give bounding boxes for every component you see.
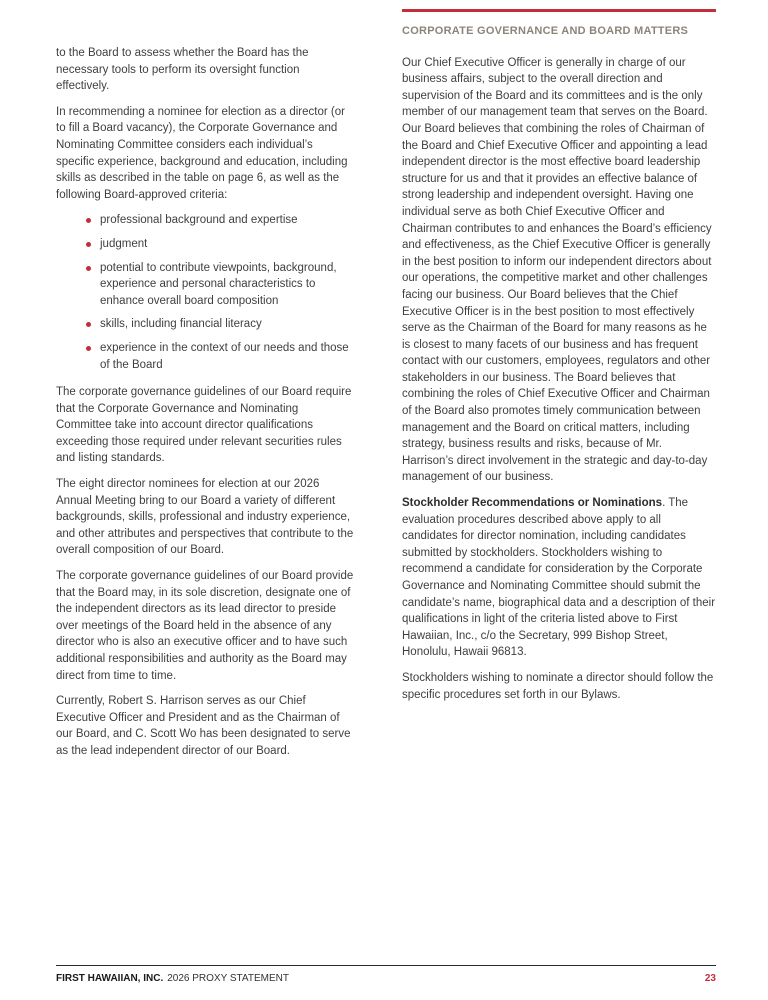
paragraph: Currently, Robert S. Harrison serves as our Chief Executive Officer and President and as the Chairman of our Board, and C. Scott Wo has been designated to serve as the lead independent director of our Board. [56, 695, 351, 757]
paragraph: The corporate governance guidelines of our Board provide that the Board may, in its sole discretion, designate one of the independent directors as its lead director to preside over meetings of the Board held in the absence of any director who is also an executive officer and to have such additional responsibilities and authority as the Board may direct from time to time. [56, 570, 354, 682]
bold-lead-text: Stockholder Recommendations or Nominations [402, 497, 663, 510]
paragraph: The corporate governance guidelines of our Board require that the Corporate Governance and Nominating Committee take into account director qualifications exceeding those required under relevant securities rules and listing standards. [56, 386, 352, 465]
section-accent-rule [402, 9, 716, 12]
footer-document-title: 2026 PROXY STATEMENT [167, 973, 289, 984]
list-item: judgment [86, 236, 354, 253]
page-footer [56, 965, 716, 984]
paragraph: Our Chief Executive Officer is generally in charge of our business affairs, subject to the overall direction and supervision of the Board and its committees and is the only member of our management team that serves on the Board. Our Board believes that combining the roles of Chairman of the Board and Chief Executive Officer and appointing a lead independent director is the most effective board leadership structure for us and that it provides an effective balance of strong leadership and independent oversight. Having one individual serve as both Chief Executive Officer and Chairman contributes to and enhances the Board’s efficiency and effectiveness, as the Chief Executive Officer is generally in the best position to inform our independent directors about our operations, the competitive market and other challenges facing our business. Our Board believes that the Chief Executive Officer is in the best position to most effectively serve as the Chairman of the Board for many reasons as he is closest to many facets of our business and has frequent contact with our customers, employees, regulators and other stakeholders in our business. The Board believes that combining the roles of Chief Executive Officer and Chairman of the Board also promotes timely communication between management and the Board on critical matters, including strategy, business results and risks, because of Mr. Harrison’s direct involvement in the strategic and day-to-day management of our business. [402, 56, 712, 484]
right-column [402, 0, 716, 769]
list-item: potential to contribute viewpoints, background, experience and personal characteristics to enhance overall board composition [86, 260, 354, 310]
footer-left [56, 973, 289, 984]
list-item: experience in the context of our needs and those of the Board [86, 340, 354, 373]
section-title: CORPORATE GOVERNANCE AND BOARD MATTERS [402, 25, 689, 37]
left-column [56, 0, 354, 769]
criteria-bullet-list [56, 212, 354, 373]
paragraph: Stockholders wishing to nominate a director should follow the specific procedures set forth in our Bylaws. [402, 671, 714, 701]
paragraph: The eight director nominees for election at our 2026 Annual Meeting bring to our Board a variety of different backgrounds, skills, professional and industry experience, and other attributes and perspectives that contribute to the overall composition of our Board. [56, 478, 354, 557]
paragraph-with-bold-lead [402, 495, 716, 661]
paragraph: In recommending a nominee for election as a director (or to fill a Board vacancy), the Corporate Governance and Nominating Committee considers each individual’s specific experience, background and education, including skills as described in the table on page 6, as well as the following Board-approved criteria: [56, 105, 348, 201]
list-item: skills, including financial literacy [86, 316, 354, 333]
list-item: professional background and expertise [86, 212, 354, 229]
footer-company-name: FIRST HAWAIIAN, INC. [56, 973, 164, 984]
paragraph: to the Board to assess whether the Board has the necessary tools to perform its oversight function effectively. [56, 47, 309, 93]
page-number: 23 [704, 973, 716, 984]
paragraph-rest: . The evaluation procedures described above apply to all candidates for director nomination, including candidates submitted by stockholders. Stockholders wishing to recommend a candidate for consideration by the Corporate Governance and Nominating Committee should submit the candidate’s name, biographical data and a description of their qualifications in light of the criteria listed above to First Hawaiian, Inc., c/o the Secretary, 999 Bishop Street, Honolulu, Hawaii 96813. [402, 497, 716, 659]
